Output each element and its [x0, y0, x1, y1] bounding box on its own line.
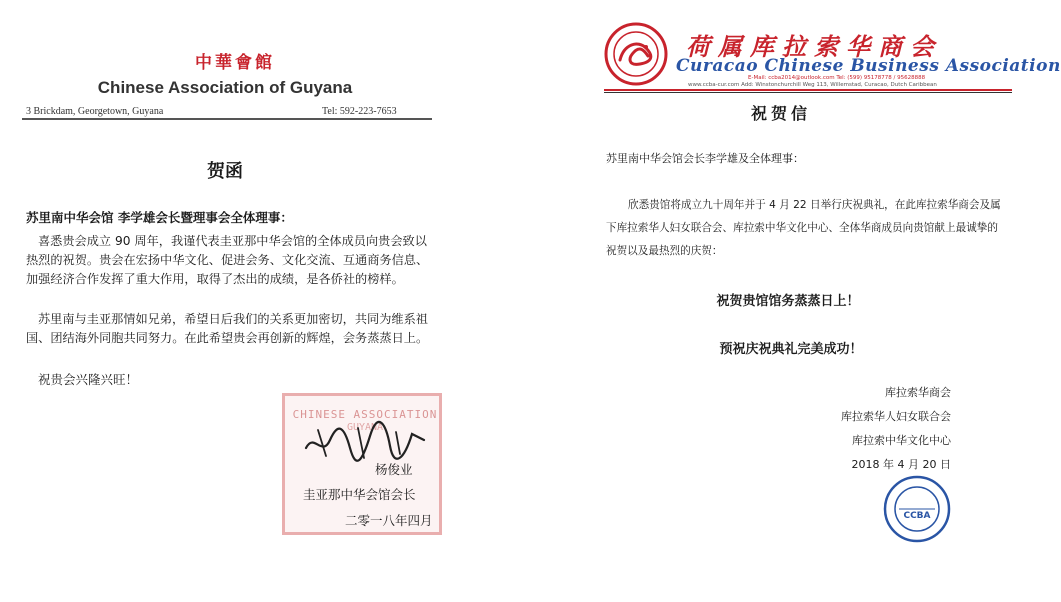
signatory-2: 库拉索华人妇女联合会 [841, 410, 951, 423]
letter-closing: 祝贵会兴隆兴旺！ [38, 372, 139, 387]
curacao-web-address: www.ccba-cur.com Add: Winstonchurchill Weg 113, Willemstad, Curacao, Dutch Caribbean [688, 82, 937, 88]
letter-salutation: 苏里南中华会馆 李学雄会长暨理事会全体理事： [26, 210, 293, 225]
seal-text: CCBA [903, 511, 931, 521]
curacao-letter [598, 0, 1061, 602]
curacao-chinese-name: 荷属库拉索华商会 [686, 32, 942, 61]
letter-body: 欣悉贵馆将成立九十周年并于 4 月 22 日举行庆祝典礼，在此库拉索华商会及属下库拉索华人妇女联合会、库拉索中华文化中心、全体华商成员向贵馆献上最诚挚的祝贺以及最热烈的庆贺： [606, 199, 1001, 257]
curacao-contact-line: E-Mail: ccba2014@outlook.com Tel: (599) 95178778 / 95628888 [748, 75, 926, 81]
curacao-english-name: Curacao Chinese Business Association [676, 56, 1061, 76]
letter-date: 2018 年 4 月 20 日 [851, 458, 951, 471]
guyana-english-name: Chinese Association of Guyana [97, 78, 353, 97]
congratulation-line-1: 祝贺贵馆馆务蒸蒸日上！ [716, 294, 860, 309]
dragon-logo-icon [604, 22, 668, 86]
letter-paragraph-1: 喜悉贵会成立 90 周年，我谨代表圭亚那中华会馆的全体成员向贵会致以热烈的祝贺。贵会在宏扬中华文化、促进会务、文化交流、互通商务信息、加强经济合作发挥了重大作用，取得了杰出的成绩，是各侨社的榜样。 [26, 234, 429, 286]
letterhead-divider-thin [604, 92, 1012, 93]
stamp-text-bottom: GUYANA [346, 422, 384, 433]
letter-title: 祝贺信 [750, 104, 811, 123]
letterhead-divider [22, 118, 432, 120]
signatory-1: 库拉索华商会 [885, 386, 951, 399]
letter-paragraph-2: 苏里南与圭亚那情如兄弟，希望日后我们的关系更加密切，共同为维系祖国、团结海外同胞共同努力。在此希望贵会再创新的辉煌，会务蒸蒸日上。 [26, 312, 429, 345]
signer-name: 杨俊业 [375, 462, 413, 477]
guyana-letter [0, 0, 445, 602]
letter-date: 二零一八年四月 [345, 513, 433, 528]
guyana-phone: Tel: 592-223-7653 [322, 106, 397, 117]
letter-salutation: 苏里南中华会馆会长李学雄及全体理事： [606, 152, 804, 165]
signer-position: 圭亚那中华会馆会长 [303, 487, 416, 502]
congratulation-line-2: 预祝庆祝典礼完美成功！ [719, 342, 863, 357]
ccba-seal-icon [882, 474, 952, 544]
signatory-3: 库拉索中华文化中心 [852, 434, 951, 447]
guyana-address: 3 Brickdam, Georgetown, Guyana [26, 106, 164, 117]
stamp-text-top: CHINESE ASSOCIATION [292, 408, 438, 421]
letterhead-divider [604, 89, 1012, 91]
letter-title: 贺函 [207, 161, 243, 182]
guyana-chinese-name: 中華會館 [195, 53, 275, 73]
